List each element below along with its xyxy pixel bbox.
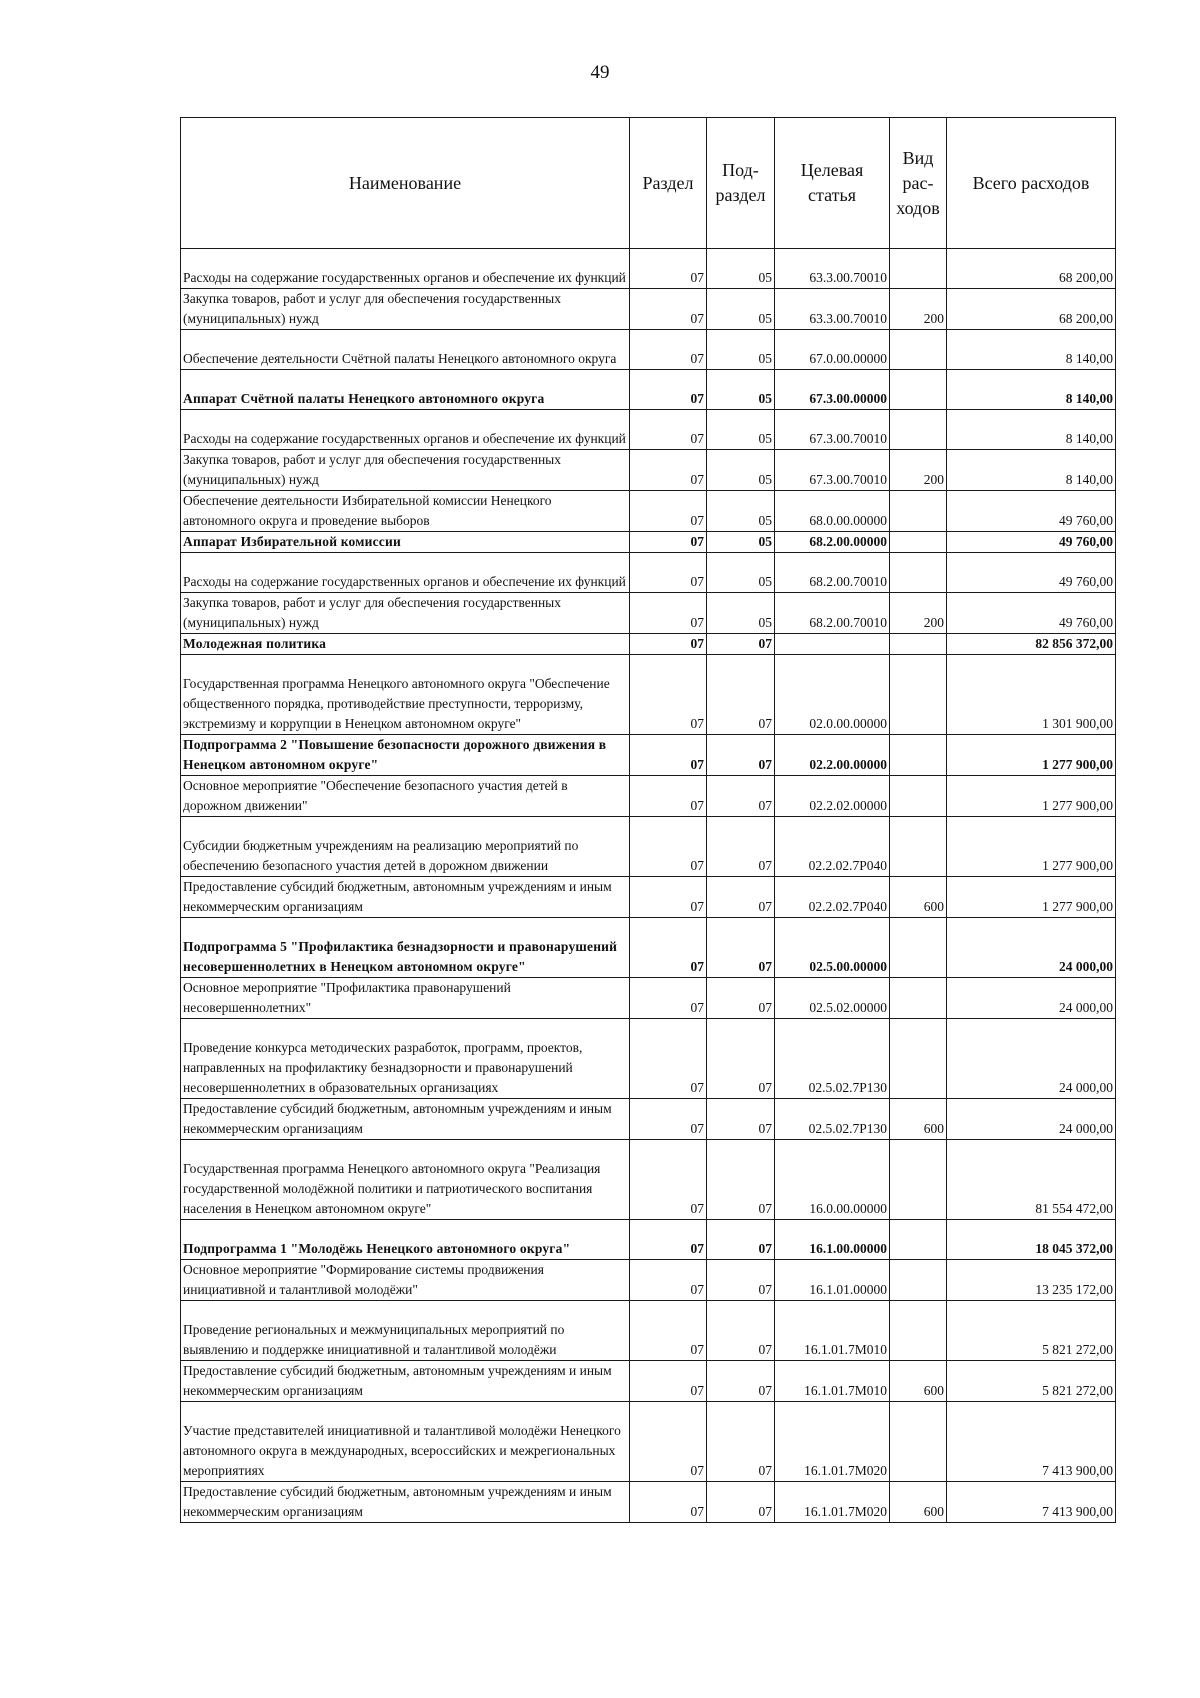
row-name: Предоставление субсидий бюджетным, автономным учреждениям и иным некоммерческим организациям <box>181 1482 630 1523</box>
row-target-article: 02.2.02.7Р040 <box>775 817 890 877</box>
row-expense-kind <box>890 1140 947 1220</box>
row-section: 07 <box>630 1220 707 1260</box>
table-row <box>181 450 1116 491</box>
table-row <box>181 1402 1116 1482</box>
row-total: 18 045 372,00 <box>947 1220 1116 1260</box>
row-section: 07 <box>630 918 707 978</box>
table-row <box>181 593 1116 634</box>
row-name: Предоставление субсидий бюджетным, автономным учреждениям и иным некоммерческим организациям <box>181 1099 630 1140</box>
row-section: 07 <box>630 370 707 410</box>
row-name: Предоставление субсидий бюджетным, автономным учреждениям и иным некоммерческим организациям <box>181 1361 630 1402</box>
header-subsection: Под- раздел <box>707 118 775 249</box>
row-name: Расходы на содержание государственных органов и обеспечение их функций <box>181 553 630 593</box>
row-name: Молодежная политика <box>181 634 630 655</box>
row-subsection: 07 <box>707 1099 775 1140</box>
row-subsection: 07 <box>707 1301 775 1361</box>
row-target-article: 16.1.01.7М010 <box>775 1361 890 1402</box>
row-section: 07 <box>630 1099 707 1140</box>
row-subsection: 07 <box>707 776 775 817</box>
table-row <box>181 249 1116 289</box>
row-section: 07 <box>630 450 707 491</box>
row-section: 07 <box>630 1019 707 1099</box>
row-name: Основное мероприятие "Профилактика правонарушений несовершеннолетних" <box>181 978 630 1019</box>
row-subsection: 07 <box>707 1220 775 1260</box>
table-row <box>181 735 1116 776</box>
table-row <box>181 370 1116 410</box>
row-target-article: 02.5.02.7Р130 <box>775 1019 890 1099</box>
table-row <box>181 491 1116 532</box>
row-subsection: 07 <box>707 655 775 735</box>
table-row <box>181 1260 1116 1301</box>
row-total: 5 821 272,00 <box>947 1301 1116 1361</box>
table-row <box>181 1019 1116 1099</box>
row-target-article: 63.3.00.70010 <box>775 289 890 330</box>
row-total: 7 413 900,00 <box>947 1482 1116 1523</box>
row-target-article: 16.1.00.00000 <box>775 1220 890 1260</box>
header-target-article: Целевая статья <box>775 118 890 249</box>
table-row <box>181 553 1116 593</box>
row-expense-kind: 200 <box>890 450 947 491</box>
row-section: 07 <box>630 410 707 450</box>
row-subsection: 05 <box>707 410 775 450</box>
row-target-article: 16.1.01.7М020 <box>775 1402 890 1482</box>
row-name: Участие представителей инициативной и талантливой молодёжи Ненецкого автономного округа в международных, всероссийских и межрегиональных мероприятиях <box>181 1402 630 1482</box>
row-expense-kind <box>890 1260 947 1301</box>
row-total: 7 413 900,00 <box>947 1402 1116 1482</box>
row-name: Государственная программа Ненецкого автономного округа "Реализация государственной молодёжной политики и патриотического воспитания населения в Ненецком автономном округе" <box>181 1140 630 1220</box>
row-expense-kind <box>890 410 947 450</box>
table-row <box>181 1099 1116 1140</box>
row-name: Закупка товаров, работ и услуг для обеспечения государственных (муниципальных) нужд <box>181 289 630 330</box>
row-name: Закупка товаров, работ и услуг для обеспечения государственных (муниципальных) нужд <box>181 593 630 634</box>
table-row <box>181 817 1116 877</box>
row-target-article: 02.2.02.7Р040 <box>775 877 890 918</box>
row-target-article: 02.2.02.00000 <box>775 776 890 817</box>
row-total: 1 277 900,00 <box>947 735 1116 776</box>
row-section: 07 <box>630 593 707 634</box>
row-subsection: 07 <box>707 1019 775 1099</box>
table-row <box>181 1220 1116 1260</box>
row-total: 1 277 900,00 <box>947 877 1116 918</box>
row-section: 07 <box>630 1361 707 1402</box>
row-target-article: 67.0.00.00000 <box>775 330 890 370</box>
row-target-article: 02.5.00.00000 <box>775 918 890 978</box>
row-total: 1 277 900,00 <box>947 776 1116 817</box>
header-section: Раздел <box>630 118 707 249</box>
header-total: Всего расходов <box>947 118 1116 249</box>
row-name: Обеспечение деятельности Счётной палаты Ненецкого автономного округа <box>181 330 630 370</box>
row-name: Закупка товаров, работ и услуг для обеспечения государственных (муниципальных) нужд <box>181 450 630 491</box>
row-target-article: 68.2.00.00000 <box>775 532 890 553</box>
row-name: Аппарат Избирательной комиссии <box>181 532 630 553</box>
row-expense-kind <box>890 776 947 817</box>
table-row <box>181 1140 1116 1220</box>
row-expense-kind: 600 <box>890 1361 947 1402</box>
table-body <box>181 249 1116 1523</box>
header-name: Наименование <box>181 118 630 249</box>
row-target-article: 63.3.00.70010 <box>775 249 890 289</box>
row-subsection: 07 <box>707 735 775 776</box>
row-total: 49 760,00 <box>947 553 1116 593</box>
row-total: 13 235 172,00 <box>947 1260 1116 1301</box>
row-section: 07 <box>630 1301 707 1361</box>
row-target-article <box>775 634 890 655</box>
row-target-article: 16.1.01.7М020 <box>775 1482 890 1523</box>
budget-table <box>180 117 1116 1523</box>
row-expense-kind <box>890 817 947 877</box>
row-total: 24 000,00 <box>947 918 1116 978</box>
table-row <box>181 918 1116 978</box>
row-total: 49 760,00 <box>947 491 1116 532</box>
header-expense-kind: Вид рас- ходов <box>890 118 947 249</box>
row-section: 07 <box>630 1140 707 1220</box>
row-name: Расходы на содержание государственных органов и обеспечение их функций <box>181 410 630 450</box>
row-expense-kind <box>890 655 947 735</box>
row-section: 07 <box>630 978 707 1019</box>
table-row <box>181 776 1116 817</box>
table-row <box>181 330 1116 370</box>
row-expense-kind: 600 <box>890 1099 947 1140</box>
row-section: 07 <box>630 330 707 370</box>
row-name: Подпрограмма 1 "Молодёжь Ненецкого автономного округа" <box>181 1220 630 1260</box>
row-expense-kind <box>890 1402 947 1482</box>
row-target-article: 68.2.00.70010 <box>775 553 890 593</box>
row-total: 24 000,00 <box>947 1019 1116 1099</box>
row-total: 24 000,00 <box>947 978 1116 1019</box>
row-name: Основное мероприятие "Формирование системы продвижения инициативной и талантливой молодёжи" <box>181 1260 630 1301</box>
row-expense-kind <box>890 918 947 978</box>
row-name: Государственная программа Ненецкого автономного округа "Обеспечение общественного порядка, противодействие преступности, терроризму, экстремизму и коррупции в Ненецком автономном округе" <box>181 655 630 735</box>
row-expense-kind <box>890 978 947 1019</box>
row-section: 07 <box>630 1402 707 1482</box>
row-expense-kind <box>890 634 947 655</box>
row-section: 07 <box>630 1260 707 1301</box>
row-name: Основное мероприятие "Обеспечение безопасного участия детей в дорожном движении" <box>181 776 630 817</box>
row-subsection: 05 <box>707 450 775 491</box>
row-section: 07 <box>630 1482 707 1523</box>
row-name: Субсидии бюджетным учреждениям на реализацию мероприятий по обеспечению безопасного участия детей в дорожном движении <box>181 817 630 877</box>
row-name: Подпрограмма 2 "Повышение безопасности дорожного движения в Ненецком автономном округе" <box>181 735 630 776</box>
row-expense-kind <box>890 1019 947 1099</box>
row-total: 82 856 372,00 <box>947 634 1116 655</box>
row-section: 07 <box>630 817 707 877</box>
row-subsection: 07 <box>707 978 775 1019</box>
row-expense-kind: 200 <box>890 593 947 634</box>
page-number: 49 <box>590 62 610 83</box>
row-target-article: 16.1.01.00000 <box>775 1260 890 1301</box>
row-subsection: 05 <box>707 553 775 593</box>
row-total: 68 200,00 <box>947 249 1116 289</box>
table-row <box>181 289 1116 330</box>
table-row <box>181 532 1116 553</box>
row-subsection: 07 <box>707 918 775 978</box>
row-total: 1 277 900,00 <box>947 817 1116 877</box>
row-subsection: 05 <box>707 593 775 634</box>
row-target-article: 02.5.02.00000 <box>775 978 890 1019</box>
row-name: Предоставление субсидий бюджетным, автономным учреждениям и иным некоммерческим организациям <box>181 877 630 918</box>
row-target-article: 67.3.00.00000 <box>775 370 890 410</box>
row-section: 07 <box>630 289 707 330</box>
row-expense-kind: 600 <box>890 877 947 918</box>
row-expense-kind <box>890 1220 947 1260</box>
row-target-article: 67.3.00.70010 <box>775 450 890 491</box>
row-section: 07 <box>630 735 707 776</box>
row-subsection: 07 <box>707 634 775 655</box>
row-subsection: 05 <box>707 330 775 370</box>
table-row <box>181 1482 1116 1523</box>
row-target-article: 16.1.01.7М010 <box>775 1301 890 1361</box>
row-total: 8 140,00 <box>947 450 1116 491</box>
row-expense-kind <box>890 330 947 370</box>
row-target-article: 16.0.00.00000 <box>775 1140 890 1220</box>
row-subsection: 07 <box>707 877 775 918</box>
row-expense-kind <box>890 370 947 410</box>
row-expense-kind <box>890 249 947 289</box>
row-name: Подпрограмма 5 "Профилактика безнадзорности и правонарушений несовершеннолетних в Ненецком автономном округе" <box>181 918 630 978</box>
row-subsection: 05 <box>707 491 775 532</box>
row-total: 8 140,00 <box>947 330 1116 370</box>
row-name: Аппарат Счётной палаты Ненецкого автономного округа <box>181 370 630 410</box>
row-total: 49 760,00 <box>947 593 1116 634</box>
table-row <box>181 877 1116 918</box>
row-total: 8 140,00 <box>947 370 1116 410</box>
row-total: 1 301 900,00 <box>947 655 1116 735</box>
row-total: 81 554 472,00 <box>947 1140 1116 1220</box>
row-expense-kind <box>890 553 947 593</box>
row-target-article: 02.5.02.7Р130 <box>775 1099 890 1140</box>
row-subsection: 07 <box>707 1402 775 1482</box>
table-row <box>181 1361 1116 1402</box>
table-row <box>181 410 1116 450</box>
row-expense-kind <box>890 491 947 532</box>
row-section: 07 <box>630 877 707 918</box>
row-subsection: 07 <box>707 817 775 877</box>
row-expense-kind <box>890 735 947 776</box>
row-total: 8 140,00 <box>947 410 1116 450</box>
row-expense-kind: 200 <box>890 289 947 330</box>
table-header-row <box>181 118 1116 249</box>
row-subsection: 07 <box>707 1361 775 1402</box>
table-row <box>181 634 1116 655</box>
row-target-article: 02.2.00.00000 <box>775 735 890 776</box>
row-section: 07 <box>630 491 707 532</box>
row-target-article: 68.0.00.00000 <box>775 491 890 532</box>
row-subsection: 05 <box>707 370 775 410</box>
row-subsection: 05 <box>707 249 775 289</box>
table-row <box>181 1301 1116 1361</box>
row-total: 24 000,00 <box>947 1099 1116 1140</box>
table-row <box>181 655 1116 735</box>
row-total: 68 200,00 <box>947 289 1116 330</box>
row-section: 07 <box>630 634 707 655</box>
row-subsection: 07 <box>707 1140 775 1220</box>
row-subsection: 07 <box>707 1482 775 1523</box>
row-target-article: 67.3.00.70010 <box>775 410 890 450</box>
row-section: 07 <box>630 249 707 289</box>
row-subsection: 05 <box>707 532 775 553</box>
row-expense-kind: 600 <box>890 1482 947 1523</box>
row-name: Обеспечение деятельности Избирательной комиссии Ненецкого автономного округа и проведение выборов <box>181 491 630 532</box>
row-total: 5 821 272,00 <box>947 1361 1116 1402</box>
row-subsection: 07 <box>707 1260 775 1301</box>
row-section: 07 <box>630 655 707 735</box>
row-expense-kind <box>890 1301 947 1361</box>
row-target-article: 68.2.00.70010 <box>775 593 890 634</box>
row-subsection: 05 <box>707 289 775 330</box>
row-total: 49 760,00 <box>947 532 1116 553</box>
row-expense-kind <box>890 532 947 553</box>
row-name: Проведение конкурса методических разработок, программ, проектов, направленных на профилактику безнадзорности и правонарушений несовершеннолетних в образовательных организациях <box>181 1019 630 1099</box>
row-name: Проведение региональных и межмуниципальных мероприятий по выявлению и поддержке инициативной и талантливой молодёжи <box>181 1301 630 1361</box>
row-target-article: 02.0.00.00000 <box>775 655 890 735</box>
row-section: 07 <box>630 553 707 593</box>
row-name: Расходы на содержание государственных органов и обеспечение их функций <box>181 249 630 289</box>
row-section: 07 <box>630 776 707 817</box>
row-section: 07 <box>630 532 707 553</box>
table-row <box>181 978 1116 1019</box>
